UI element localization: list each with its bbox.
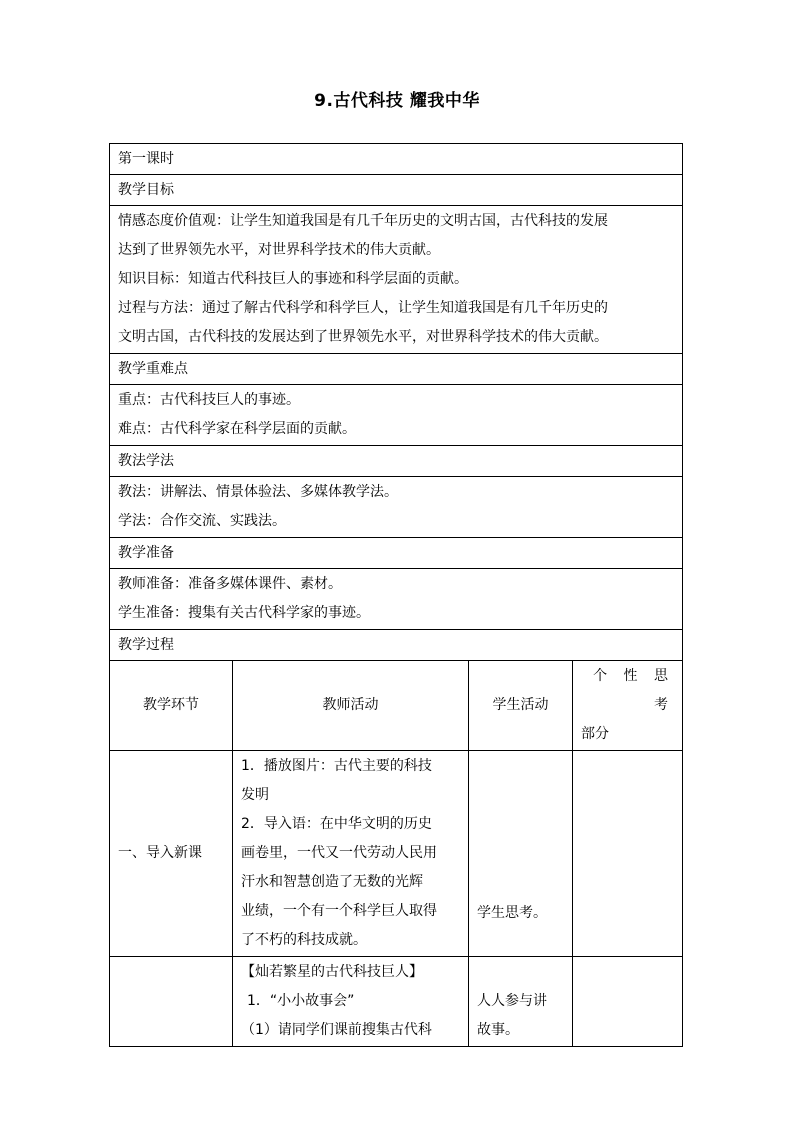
- teacher-line: 1．“小小故事会”: [247, 993, 355, 1009]
- goals-cell: [110, 206, 683, 354]
- teacher-line: 【灿若繁星的古代科技巨人】: [241, 964, 423, 980]
- student-line: 人人参与讲: [477, 993, 547, 1009]
- goals-heading: 教学目标: [110, 175, 683, 206]
- row-personal: [573, 751, 683, 957]
- goals-line: 情感态度价值观：让学生知道我国是有几千年历史的文明古国，古代科技的发展: [118, 213, 608, 229]
- lesson-label: 第一课时: [110, 144, 683, 175]
- teacher-line: 发明: [241, 787, 269, 803]
- row-step: [110, 957, 233, 1047]
- row-personal: [573, 957, 683, 1047]
- column-header-personal-line: 部分: [581, 726, 609, 742]
- row-student-activity: 学生思考。: [469, 751, 573, 957]
- teacher-line: 业绩，一个有一个科学巨人取得: [241, 903, 437, 919]
- goals-line: 过程与方法：通过了解古代科学和科学巨人，让学生知道我国是有几千年历史的: [118, 300, 608, 316]
- goals-line: 文明古国，古代科技的发展达到了世界领先水平，对世界科学技术的伟大贡献。: [118, 329, 608, 345]
- methods-heading: 教法学法: [110, 446, 683, 477]
- process-heading: 教学过程: [110, 630, 683, 661]
- methods-cell: [110, 477, 683, 538]
- column-header-teacher: 教师活动: [233, 661, 469, 751]
- row-teacher-activity: [233, 751, 469, 957]
- column-header-step: 教学环节: [110, 661, 233, 751]
- prep-cell: [110, 569, 683, 630]
- difficulty-cell: [110, 385, 683, 446]
- difficulty-heading: 教学重难点: [110, 354, 683, 385]
- teacher-line: 画卷里，一代又一代劳动人民用: [241, 845, 437, 861]
- column-header-student: 学生活动: [469, 661, 573, 751]
- row-step: 一、导入新课: [110, 751, 233, 957]
- teacher-line: 汗水和智慧创造了无数的光辉: [241, 874, 423, 890]
- teacher-line: （1）请同学们课前搜集古代科: [241, 1022, 432, 1038]
- document-title: 9.古代科技 耀我中华: [314, 91, 480, 111]
- column-header-personal: [573, 661, 683, 751]
- methods-line: 学法：合作交流、实践法。: [118, 513, 286, 529]
- row-student-activity: [469, 957, 573, 1047]
- difficulty-line: 难点：古代科学家在科学层面的贡献。: [118, 421, 356, 437]
- teacher-line: 了不朽的科技成就。: [241, 932, 367, 948]
- difficulty-line: 重点：古代科技巨人的事迹。: [118, 392, 300, 408]
- methods-line: 教法：讲解法、情景体验法、多媒体教学法。: [118, 484, 398, 500]
- column-header-personal-line: 个 性 思 考: [593, 668, 674, 713]
- row-teacher-activity: [233, 957, 469, 1047]
- student-line: 故事。: [477, 1022, 519, 1038]
- prep-line: 教师准备：准备多媒体课件、素材。: [118, 576, 342, 592]
- teacher-line: 1．播放图片：古代主要的科技: [241, 758, 432, 774]
- prep-heading: 教学准备: [110, 538, 683, 569]
- goals-line: 达到了世界领先水平，对世界科学技术的伟大贡献。: [118, 242, 440, 258]
- lesson-plan-table: [109, 143, 683, 1047]
- goals-line: 知识目标：知道古代科技巨人的事迹和科学层面的贡献。: [118, 271, 468, 287]
- prep-line: 学生准备：搜集有关古代科学家的事迹。: [118, 605, 370, 621]
- teacher-line: 2．导入语：在中华文明的历史: [241, 816, 432, 832]
